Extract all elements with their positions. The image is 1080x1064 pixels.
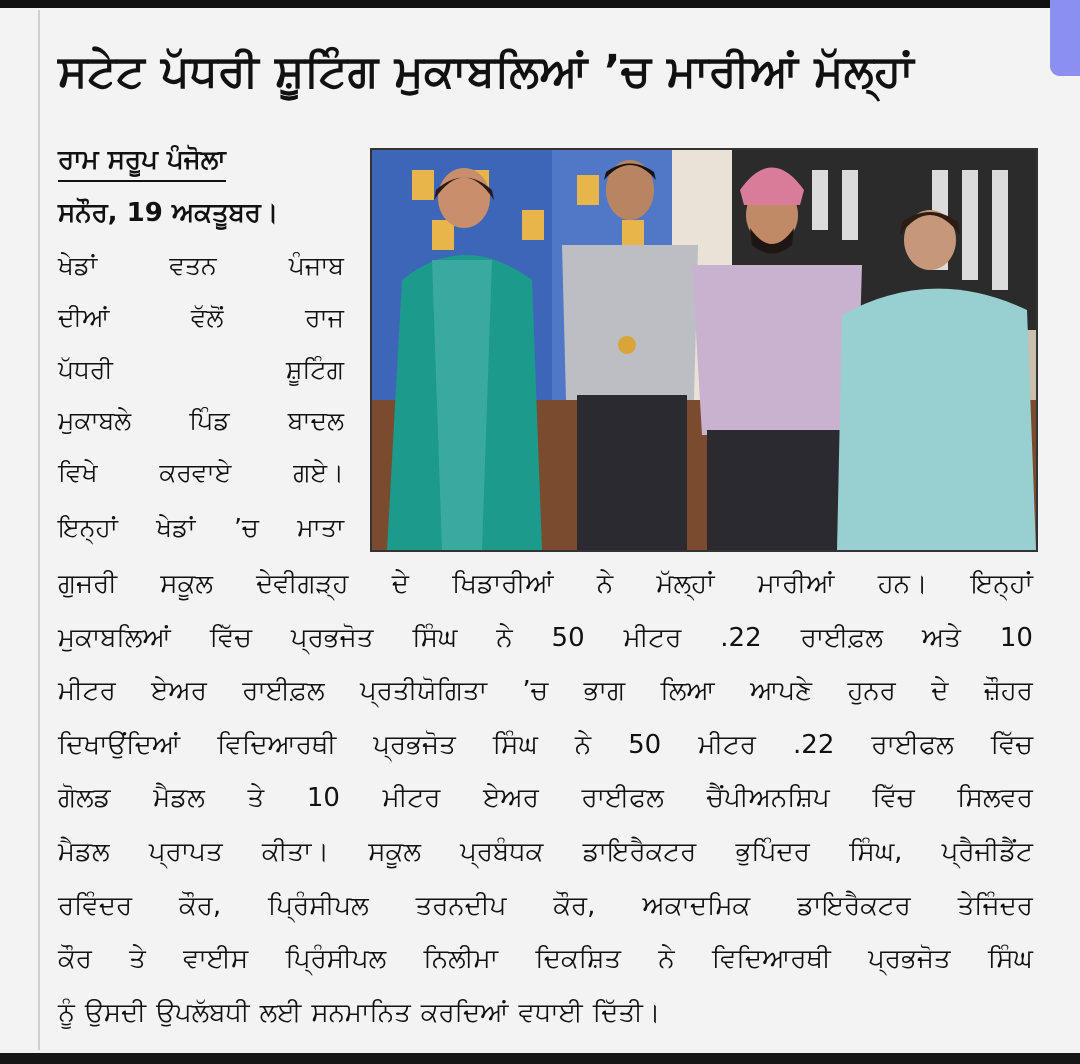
word: ਨਿਲੀਮਾ <box>423 944 499 974</box>
word: ਡਾਇਰੈਕਟਰ <box>582 837 697 867</box>
word: ਤੇ <box>129 944 146 974</box>
word: ਦਿਖਾਉਂਦਿਆਂ <box>58 730 181 760</box>
word: ਬਾਦਲ <box>287 406 344 435</box>
photo-illustration <box>372 150 1036 550</box>
word: ਕਰਵਾਏ <box>159 458 232 487</box>
word: ਅਤੇ <box>921 623 961 653</box>
word: ਤਰਨਦੀਪ <box>415 891 507 921</box>
word: ਵਿੱਚ <box>872 783 915 813</box>
body-line <box>58 995 1033 1031</box>
word: ਰਾਈਫ਼ਲ <box>800 623 883 653</box>
word: ਪ੍ਰਿੰਸੀਪਲ <box>267 891 369 921</box>
body-line <box>58 888 1033 924</box>
headline: ਸਟੇਟ ਪੱਧਰੀ ਸ਼ੂਟਿੰਗ ਮੁਕਾਬਲਿਆਂ ’ਚ ਮਾਰੀਆਂ ਮੱਲ੍ਹਾਂ <box>58 46 915 97</box>
word: 10 <box>306 783 340 813</box>
word: ਦੇ <box>931 676 949 706</box>
word: ਮਾਤਾ <box>297 513 344 542</box>
word: ਰਾਈਫਲ <box>871 730 954 760</box>
word: 50 <box>551 623 585 653</box>
top-crop-strip <box>0 0 1080 8</box>
word: ਕੌਰ, <box>178 891 222 921</box>
word: ਖੇਡਾਂ <box>58 251 98 280</box>
word: ਗਏ। <box>293 458 344 487</box>
word: ਚੈਂਪੀਅਨਸ਼ਿਪ <box>706 783 830 813</box>
narrow-line <box>58 510 344 545</box>
word: ਨੇ <box>658 944 675 974</box>
word: ਮੈਡਲ <box>58 837 110 867</box>
word: ਪ੍ਰਬੰਧਕ <box>460 837 544 867</box>
word: ਰਾਈਫਲ <box>581 783 664 813</box>
word: ਉਸਦੀ <box>84 998 147 1028</box>
word: ਮੀਟਰ <box>58 676 116 706</box>
word: ਪ੍ਰਿੰਸੀਪਲ <box>285 944 387 974</box>
word: 50 <box>628 730 662 760</box>
word: ਪੰਜਾਬ <box>288 251 344 280</box>
word: ਵਿਖੇ <box>58 458 98 487</box>
narrow-line <box>58 403 344 438</box>
word: ਵਾਈਸ <box>183 944 249 974</box>
word: ਰਵਿੰਦਰ <box>58 891 133 921</box>
word: ਕੀਤਾ। <box>261 837 330 867</box>
word: ਸਕੂਲ <box>160 569 213 599</box>
body-line <box>58 941 1033 977</box>
dateline: ਸਨੌਰ, 19 ਅਕਤੂਬਰ। <box>58 198 279 228</box>
word: ਖੇਡਾਂ <box>156 513 196 542</box>
word: ਸਕੂਲ <box>368 837 421 867</box>
body-line <box>58 673 1033 709</box>
body-line <box>58 834 1033 870</box>
word: ਹਨ। <box>877 569 928 599</box>
word: ਮਾਰੀਆਂ <box>757 569 835 599</box>
word: ’ਚ <box>522 676 549 706</box>
word: ਵਿਦਿਆਰਥੀ <box>711 944 831 974</box>
word: ਲਈ <box>259 998 302 1028</box>
word: ਪ੍ਰਭਜੋਤ <box>373 730 456 760</box>
body-line <box>58 566 1033 602</box>
word: ਵੱਲੋਂ <box>190 303 224 332</box>
word: ਰਾਜ <box>305 303 344 332</box>
word: .22 <box>793 730 835 760</box>
column-rule <box>38 10 40 1050</box>
word: ਮੁਕਾਬਲਿਆਂ <box>58 623 171 653</box>
word: ਭੁਪਿੰਦਰ <box>735 837 810 867</box>
word: ਦੀਆਂ <box>58 303 110 332</box>
word: ਪ੍ਰੈਜੀਡੈਂਟ <box>941 837 1033 867</box>
word: ਏਅਰ <box>483 783 539 813</box>
word: ਸਿੰਘ <box>412 623 458 653</box>
word: ਵਿੱਚ <box>209 623 252 653</box>
word: ਦੇਵੀਗੜ੍ਹ <box>256 569 349 599</box>
word: ਸਿੰਘ, <box>849 837 903 867</box>
word: ਮੀਟਰ <box>623 623 682 653</box>
word: ਡਾਇਰੈਕਟਰ <box>797 891 911 921</box>
word: ਸਿੰਘ <box>987 944 1033 974</box>
word: ਇਨ੍ਹਾਂ <box>970 569 1033 599</box>
word: ਗੁਜਰੀ <box>58 569 118 599</box>
word: ’ਚ <box>233 513 259 542</box>
word: .22 <box>720 623 762 653</box>
word: ਨੂੰ <box>58 998 75 1028</box>
word: ਮੁਕਾਬਲੇ <box>58 406 132 435</box>
word: ਤੇ <box>247 783 265 813</box>
word: ਇਨ੍ਹਾਂ <box>58 513 118 542</box>
word: ਜ਼ੌਹਰ <box>983 676 1033 706</box>
word: ਪ੍ਰਭਜੋਤ <box>290 623 374 653</box>
word: ਨੇ <box>596 569 614 599</box>
word: 10 <box>999 623 1033 653</box>
word: ਖਿਡਾਰੀਆਂ <box>452 569 554 599</box>
byline: ਰਾਮ ਸਰੂਪ ਪੰਜੋਲਾ <box>58 145 226 182</box>
word: ਮੀਟਰ <box>382 783 441 813</box>
word: ਵਧਾਈ <box>518 998 583 1028</box>
word: ਦਿਕਸ਼ਿਤ <box>535 944 622 974</box>
word: ਰਾਈਫ਼ਲ <box>242 676 325 706</box>
word: ਆਪਣੇ <box>750 676 813 706</box>
narrow-line <box>58 455 344 490</box>
word: ਅਕਾਦਮਿਕ <box>642 891 751 921</box>
word: ਵਿੱਚ <box>990 730 1033 760</box>
word: ਪੱਧਰੀ <box>58 355 113 384</box>
word: ਹੁਨਰ <box>847 676 896 706</box>
word: ਪਿੰਡ <box>189 406 230 435</box>
word: ਨੇ <box>574 730 592 760</box>
narrow-line <box>58 248 344 283</box>
word: ਉਪਲੱਬਧੀ <box>156 998 250 1028</box>
word: ਗੋਲਡ <box>58 783 111 813</box>
word: ਮੀਟਰ <box>698 730 756 760</box>
body-line <box>58 780 1033 816</box>
narrow-line <box>58 300 344 335</box>
word: ਤੇਜਿੰਦਰ <box>957 891 1033 921</box>
word: ਨੇ <box>496 623 513 653</box>
viewer-tab[interactable] <box>1050 0 1080 76</box>
word: ਸ਼ੂਟਿੰਗ <box>285 355 344 384</box>
word: ਪ੍ਰਭਜੋਤ <box>868 944 951 974</box>
word: ਵਤਨ <box>169 251 217 280</box>
word: ਸਨਮਾਨਿਤ <box>311 998 411 1028</box>
word: ਏਅਰ <box>151 676 207 706</box>
word: ਮੱਲ੍ਹਾਂ <box>656 569 715 599</box>
word: ਦੇ <box>391 569 409 599</box>
word: ਕੌਰ <box>58 944 92 974</box>
narrow-line <box>58 352 344 387</box>
word: ਪ੍ਰਾਪਤ <box>148 837 223 867</box>
word: ਸਿਲਵਰ <box>957 783 1033 813</box>
word: ਵਿਦਿਆਰਥੀ <box>217 730 337 760</box>
word: ਪ੍ਰਤੀਯੋਗਿਤਾ <box>360 676 487 706</box>
word: ਲਿਆ <box>660 676 715 706</box>
news-photo <box>370 148 1038 552</box>
word: ਭਾਗ <box>583 676 626 706</box>
word: ਕੌਰ, <box>553 891 596 921</box>
word: ਮੈਡਲ <box>153 783 205 813</box>
bottom-crop-strip <box>0 1053 1080 1064</box>
word: ਸਿੰਘ <box>492 730 538 760</box>
word: ਕਰਦਿਆਂ <box>420 998 509 1028</box>
body-line <box>58 727 1033 763</box>
body-line <box>58 620 1033 656</box>
word: ਦਿੱਤੀ। <box>592 998 661 1028</box>
